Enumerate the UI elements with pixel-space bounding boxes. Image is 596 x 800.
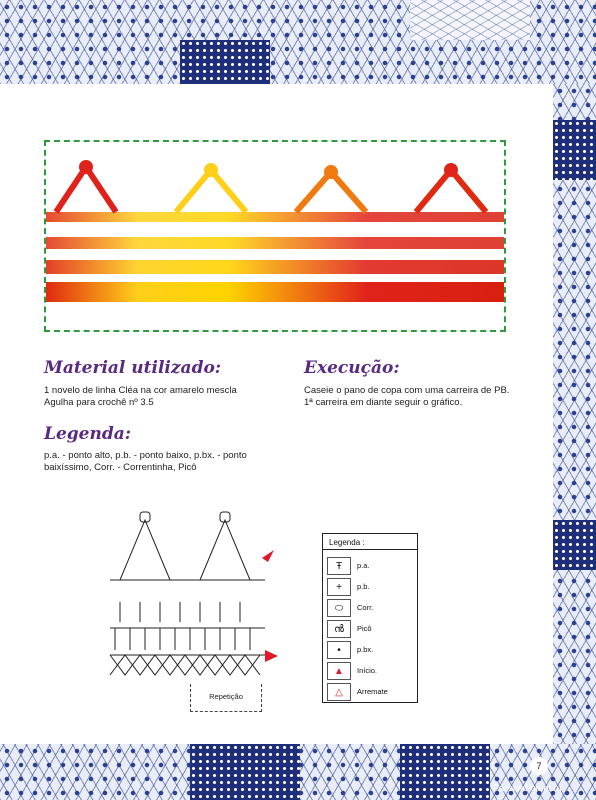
right-pattern-tile: [553, 120, 596, 180]
page-number: 7: [530, 757, 548, 775]
watermark: PassionForum.ru: [493, 783, 562, 793]
legenda-line-1: p.a. - ponto alto, p.b. - ponto baixo, p.bx. - ponto: [44, 450, 247, 461]
material-line-1: 1 novelo de linha Cléa na cor amarelo mescla: [44, 385, 237, 396]
legend-divider: [323, 549, 417, 550]
legend-item-label: p.bx.: [357, 645, 374, 654]
right-pattern-band: [553, 84, 596, 744]
legend-item: [323, 598, 417, 618]
chain-symbol-icon: ⬭: [327, 599, 351, 617]
legend-item: [323, 640, 417, 660]
legend-title: Legenda :: [329, 538, 365, 547]
symbol-legend: [322, 533, 418, 703]
start-arrow-symbol-icon: ▲: [327, 662, 351, 680]
legend-item-label: p.b.: [357, 582, 370, 591]
crochet-chart-diagram: [100, 510, 290, 690]
execucao-heading: Execução:: [304, 358, 400, 378]
legend-item: [323, 682, 417, 702]
repeat-label: Repetição: [209, 692, 243, 701]
finish-arrow-symbol-icon: △: [327, 683, 351, 701]
material-heading: Material utilizado:: [44, 358, 222, 378]
repeat-bracket: [190, 684, 262, 712]
legend-item-label: Corr.: [357, 603, 374, 612]
right-pattern-tile: [553, 520, 596, 570]
photo-frame: [44, 140, 506, 332]
legend-item-label: Início.: [357, 666, 378, 675]
legend-item-label: p.a.: [357, 561, 370, 570]
legend-item: [323, 577, 417, 597]
legenda-line-2: baixíssimo, Corr. - Correntinha, Picô: [44, 462, 197, 473]
execucao-line-2: 1ª carreira em diante seguir o gráfico.: [304, 397, 463, 408]
legend-item: [323, 556, 417, 576]
double-crochet-symbol-icon: Ŧ: [327, 557, 351, 575]
legend-item: [323, 661, 417, 681]
legenda-heading: Legenda:: [44, 424, 132, 444]
slip-stitch-symbol-icon: •: [327, 641, 351, 659]
legend-item: [323, 619, 417, 639]
legend-item-label: Arremate: [357, 687, 388, 696]
top-pattern-tile: [410, 0, 530, 40]
bottom-pattern-tile: [190, 744, 300, 800]
execucao-line-1: Caseie o pano de copa com uma carreira de PB.: [304, 385, 510, 396]
material-line-2: Agulha para crochê nº 3.5: [44, 397, 154, 408]
top-pattern-tile: [180, 40, 270, 84]
crochet-edging-photo: [46, 142, 504, 330]
bottom-pattern-tile: [400, 744, 490, 800]
picot-symbol-icon: ൻ: [327, 620, 351, 638]
single-crochet-symbol-icon: +: [327, 578, 351, 596]
legend-item-label: Picô: [357, 624, 372, 633]
